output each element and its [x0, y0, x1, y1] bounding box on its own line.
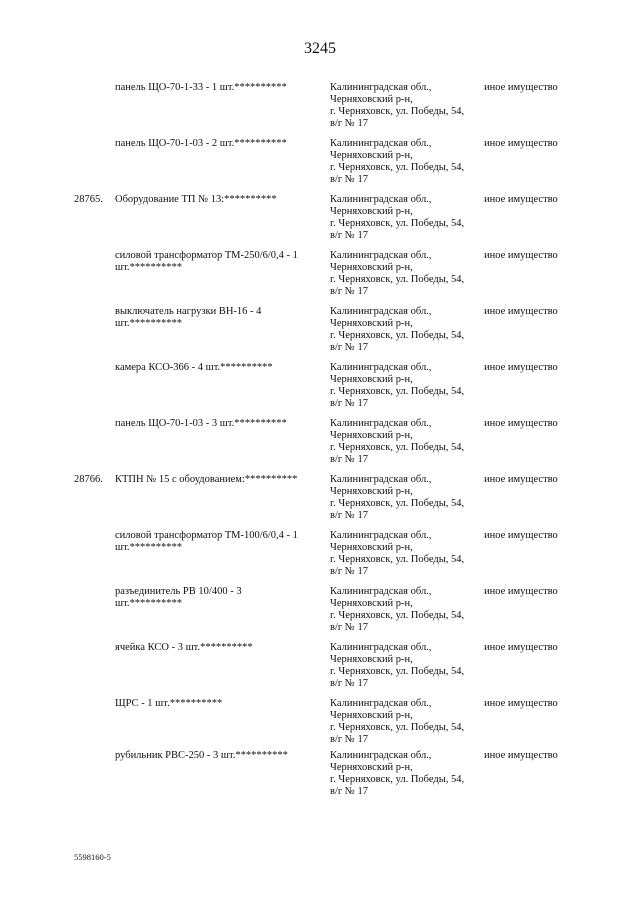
item-name: панель ЩО-70-1-03 - 3 шт.********** — [115, 418, 287, 429]
row-number: 28765. — [74, 194, 103, 205]
address-line: Калининградская обл., — [330, 642, 432, 653]
page-number: 3245 — [304, 40, 336, 57]
table-row — [0, 586, 640, 642]
property-type: иное имущество — [484, 642, 558, 653]
item-address — [330, 362, 475, 410]
address-line: в/г № 17 — [330, 622, 368, 633]
address-line: г. Черняховск, ул. Победы, 54, — [330, 442, 465, 453]
table-row — [0, 82, 640, 138]
property-type: иное имущество — [484, 586, 558, 597]
item-address — [330, 642, 475, 690]
address-line: г. Черняховск, ул. Победы, 54, — [330, 610, 465, 621]
address-line: Калининградская обл., — [330, 362, 432, 373]
item-name: камера КСО-366 - 4 шт.********** — [115, 362, 273, 373]
item-name: ЩРС - 1 шт.********** — [115, 698, 223, 709]
table-row — [0, 418, 640, 474]
address-line: Черняховский р-н, — [330, 710, 413, 721]
address-line: г. Черняховск, ул. Победы, 54, — [330, 330, 465, 341]
address-line: в/г № 17 — [330, 174, 368, 185]
item-address — [330, 586, 475, 634]
item-address — [330, 306, 475, 354]
address-line: в/г № 17 — [330, 118, 368, 129]
address-line: в/г № 17 — [330, 454, 368, 465]
item-name: ячейка КСО - 3 шт.********** — [115, 642, 253, 653]
property-type: иное имущество — [484, 474, 558, 485]
item-address — [330, 82, 475, 130]
row-number: 28766. — [74, 474, 103, 485]
address-line: в/г № 17 — [330, 786, 368, 797]
address-line: г. Черняховск, ул. Победы, 54, — [330, 218, 465, 229]
address-line: Калининградская обл., — [330, 194, 432, 205]
item-name: силовой трансформатор ТМ-100/6/0,4 - 1 шт.********** — [115, 530, 298, 553]
address-line: г. Черняховск, ул. Победы, 54, — [330, 162, 465, 173]
property-type: иное имущество — [484, 750, 558, 761]
table-row — [0, 642, 640, 698]
item-address — [330, 698, 475, 746]
property-type: иное имущество — [484, 418, 558, 429]
address-line: Калининградская обл., — [330, 750, 432, 761]
address-line: в/г № 17 — [330, 342, 368, 353]
address-line: в/г № 17 — [330, 510, 368, 521]
address-line: Калининградская обл., — [330, 530, 432, 541]
property-type: иное имущество — [484, 250, 558, 261]
table-row — [0, 698, 640, 754]
address-line: Калининградская обл., — [330, 138, 432, 149]
table-row — [0, 362, 640, 418]
item-address — [330, 138, 475, 186]
address-line: Черняховский р-н, — [330, 318, 413, 329]
item-name: рубильник РВС-250 - 3 шт.********** — [115, 750, 288, 761]
property-type: иное имущество — [484, 138, 558, 149]
address-line: г. Черняховск, ул. Победы, 54, — [330, 386, 465, 397]
address-line: Калининградская обл., — [330, 306, 432, 317]
address-line: г. Черняховск, ул. Победы, 54, — [330, 554, 465, 565]
table-row — [0, 750, 640, 806]
item-address — [330, 530, 475, 578]
property-type: иное имущество — [484, 698, 558, 709]
address-line: Черняховский р-н, — [330, 486, 413, 497]
address-line: в/г № 17 — [330, 566, 368, 577]
address-line: Калининградская обл., — [330, 418, 432, 429]
table-row — [0, 474, 640, 530]
address-line: Черняховский р-н, — [330, 262, 413, 273]
item-address — [330, 194, 475, 242]
property-type: иное имущество — [484, 306, 558, 317]
address-line: Черняховский р-н, — [330, 206, 413, 217]
item-name: КТПН № 15 с обоудованием:********** — [115, 474, 298, 485]
item-address — [330, 418, 475, 466]
address-line: Черняховский р-н, — [330, 598, 413, 609]
item-address — [330, 250, 475, 298]
address-line: в/г № 17 — [330, 230, 368, 241]
property-type: иное имущество — [484, 194, 558, 205]
address-line: Черняховский р-н, — [330, 430, 413, 441]
item-address — [330, 474, 475, 522]
item-name: панель ЩО-70-1-03 - 2 шт.********** — [115, 138, 287, 149]
address-line: Черняховский р-н, — [330, 762, 413, 773]
address-line: г. Черняховск, ул. Победы, 54, — [330, 106, 465, 117]
document-code: 5598160-5 — [74, 852, 111, 862]
table-row — [0, 250, 640, 306]
table-row — [0, 138, 640, 194]
item-name: Оборудование ТП № 13:********** — [115, 194, 277, 205]
address-line: в/г № 17 — [330, 398, 368, 409]
address-line: Калининградская обл., — [330, 250, 432, 261]
address-line: Черняховский р-н, — [330, 150, 413, 161]
property-type: иное имущество — [484, 362, 558, 373]
address-line: Черняховский р-н, — [330, 94, 413, 105]
address-line: Калининградская обл., — [330, 586, 432, 597]
address-line: Калининградская обл., — [330, 698, 432, 709]
property-type: иное имущество — [484, 82, 558, 93]
item-address — [330, 750, 475, 798]
table-row — [0, 530, 640, 586]
address-line: г. Черняховск, ул. Победы, 54, — [330, 722, 465, 733]
address-line: в/г № 17 — [330, 286, 368, 297]
address-line: Калининградская обл., — [330, 474, 432, 485]
address-line: Калининградская обл., — [330, 82, 432, 93]
item-name: разъединитель РВ 10/400 - 3 шт.********** — [115, 586, 242, 609]
table-row — [0, 306, 640, 362]
address-line: Черняховский р-н, — [330, 374, 413, 385]
item-name: силовой трансформатор ТМ-250/6/0,4 - 1 шт.********** — [115, 250, 298, 273]
address-line: г. Черняховск, ул. Победы, 54, — [330, 498, 465, 509]
address-line: г. Черняховск, ул. Победы, 54, — [330, 274, 465, 285]
address-line: г. Черняховск, ул. Победы, 54, — [330, 774, 465, 785]
table-row — [0, 194, 640, 250]
address-line: Черняховский р-н, — [330, 542, 413, 553]
address-line: г. Черняховск, ул. Победы, 54, — [330, 666, 465, 677]
address-line: в/г № 17 — [330, 678, 368, 689]
address-line: Черняховский р-н, — [330, 654, 413, 665]
item-name: выключатель нагрузки ВН-16 - 4 шт.********** — [115, 306, 262, 329]
address-line: в/г № 17 — [330, 734, 368, 745]
property-type: иное имущество — [484, 530, 558, 541]
item-name: панель ЩО-70-1-33 - 1 шт.********** — [115, 82, 287, 93]
